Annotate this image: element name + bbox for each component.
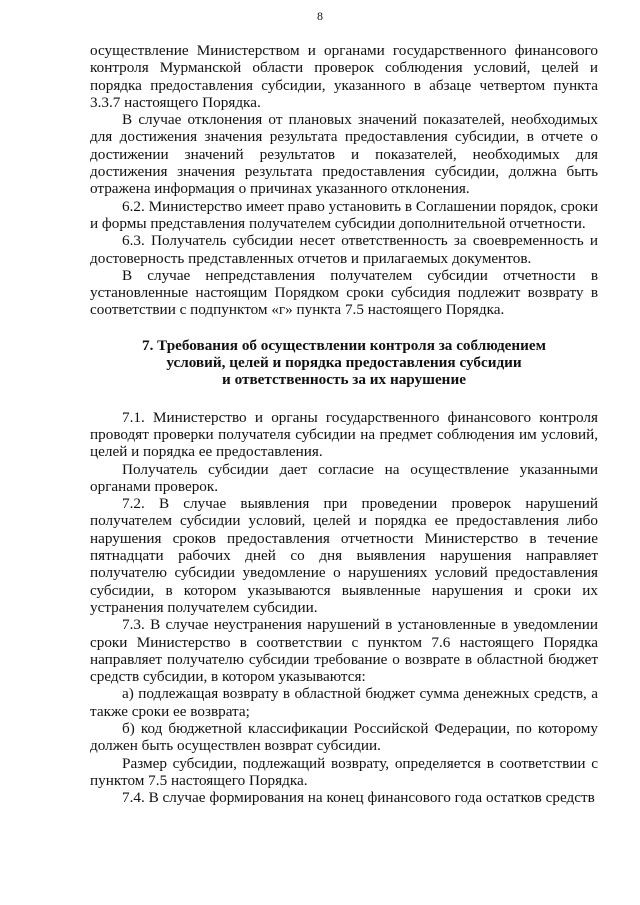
page-number: 8: [317, 9, 323, 23]
heading-line: условий, целей и порядка предоставления субсидии: [166, 354, 522, 372]
paragraph: В случае непредставления получателем субсидии отчетности в установленные настоящим Порядком сроки субсидия подлежит возврату в соответствии с подпунктом «г» пункта 7.5 настоящего Порядка.: [90, 266, 598, 319]
section-7-body: [90, 409, 598, 807]
heading-line: 7. Требования об осуществлении контроля за соблюдением: [141, 336, 547, 354]
paragraph: осуществление Министерством и органами государственного финансового контроля Мурманской области проверок соблюдения условий, целей и порядка предоставления субсидии, указанного в абзаце четвертом пункта 3.3.7 настоящего Порядка.: [90, 42, 598, 111]
paragraph: 7.4. В случае формирования на конец финансового года остатков средств: [122, 789, 595, 807]
paragraph: Получатель субсидии дает согласие на осуществление указанными органами проверок.: [90, 460, 598, 495]
section-6-continuation: [90, 42, 598, 319]
paragraph: 6.2. Министерство имеет право установить в Соглашении порядок, сроки и формы представления получателем субсидии дополнительной отчетности.: [90, 197, 598, 232]
heading-line: и ответственность за их нарушение: [222, 371, 466, 389]
paragraph: 7.2. В случае выявления при проведении проверок нарушений получателем субсидии условий, целей и порядка ее предоставления либо нарушения сроков предоставления отчетности Министерство в течение пятнадцати рабочих дней со дня выявления нарушения направляет получателю субсидии уведомление о нарушениях условий предоставления субсидии, в котором указываются выявленные нарушения и сроки их устранения получателем субсидии.: [90, 495, 598, 616]
paragraph: В случае отклонения от плановых значений показателей, необходимых для достижения значения результата предоставления субсидии, в отчете о достижении значений результатов и показателей, необходимых для достижения значения результата предоставления субсидии, должна быть отражена информация о причинах указанного отклонения.: [90, 111, 598, 198]
paragraph: 7.3. В случае неустранения нарушений в установленные в уведомлении сроки Министерство в соответствии с пунктом 7.6 настоящего Порядка направляет получателю субсидии требование о возврате в областной бюджет средств субсидии, в котором указываются:: [90, 616, 598, 686]
paragraph: 6.3. Получатель субсидии несет ответственность за своевременность и достоверность представленных отчетов и прилагаемых документов.: [90, 232, 598, 267]
paragraph: б) код бюджетной классификации Российской Федерации, по которому должен быть осуществлен возврат субсидии.: [90, 719, 598, 755]
section-7-heading: [90, 337, 598, 389]
paragraph: 7.1. Министерство и органы государственного финансового контроля проводят проверки получателя субсидии на предмет соблюдения им условий, целей и порядка ее предоставления.: [90, 408, 598, 461]
paragraph: а) подлежащая возврату в областной бюджет сумма денежных средств, а также сроки ее возврата;: [90, 685, 598, 720]
paragraph: Размер субсидии, подлежащий возврату, определяется в соответствии с пунктом 7.5 настоящего Порядка.: [90, 754, 598, 789]
document-body: [90, 42, 598, 806]
